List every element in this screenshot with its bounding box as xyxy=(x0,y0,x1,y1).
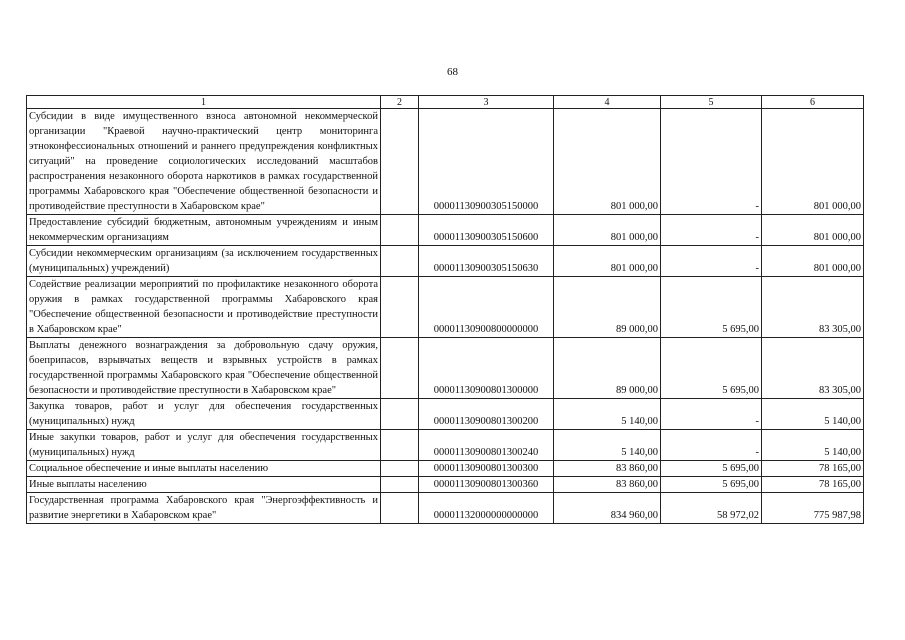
row-name: Иные выплаты населению xyxy=(27,477,381,493)
row-approved: 5 140,00 xyxy=(554,399,661,430)
row-remainder: 801 000,00 xyxy=(762,109,864,215)
row-name: Закупка товаров, работ и услуг для обеспечения государственных (муниципальных) нужд xyxy=(27,399,381,430)
table-row xyxy=(27,338,864,399)
row-executed: - xyxy=(661,215,762,246)
row-col2 xyxy=(381,430,419,461)
row-remainder: 78 165,00 xyxy=(762,477,864,493)
row-remainder: 5 140,00 xyxy=(762,430,864,461)
table-row xyxy=(27,477,864,493)
header-cell: 4 xyxy=(554,96,661,109)
table-row xyxy=(27,493,864,524)
row-approved: 801 000,00 xyxy=(554,246,661,277)
row-col2 xyxy=(381,461,419,477)
row-name: Государственная программа Хабаровского края "Энергоэффективность и развитие энергетики в Хабаровском крае" xyxy=(27,493,381,524)
row-code: 00001130900801300360 xyxy=(419,477,554,493)
table-header-row xyxy=(27,96,864,109)
row-code: 00001130900800000000 xyxy=(419,277,554,338)
header-cell: 2 xyxy=(381,96,419,109)
row-code: 00001130900801300240 xyxy=(419,430,554,461)
row-code: 00001130900305150600 xyxy=(419,215,554,246)
row-code: 00001132000000000000 xyxy=(419,493,554,524)
row-approved: 801 000,00 xyxy=(554,109,661,215)
row-code: 00001130900801300000 xyxy=(419,338,554,399)
row-name: Иные закупки товаров, работ и услуг для обеспечения государственных (муниципальных) нужд xyxy=(27,430,381,461)
row-name: Субсидии в виде имущественного взноса автономной некоммерческой организации "Краевой научно-практический центр мониторинга этноконфессиональных отношений и раннего предупреждения конфликтных ситуаций" на проведение социологических исследований масштабов распространения незаконного оборота наркотиков в рамках государственной программы Хабаровского края "Обеспечение общественной безопасности и противодействие преступности в Хабаровском крае" xyxy=(27,109,381,215)
row-executed: 5 695,00 xyxy=(661,477,762,493)
row-name: Социальное обеспечение и иные выплаты населению xyxy=(27,461,381,477)
row-executed: 5 695,00 xyxy=(661,461,762,477)
row-remainder: 5 140,00 xyxy=(762,399,864,430)
row-remainder: 78 165,00 xyxy=(762,461,864,477)
row-col2 xyxy=(381,338,419,399)
row-remainder: 775 987,98 xyxy=(762,493,864,524)
row-approved: 801 000,00 xyxy=(554,215,661,246)
row-name: Выплаты денежного вознаграждения за добровольную сдачу оружия, боеприпасов, взрывчатых веществ и взрывных устройств в рамках государственной программы Хабаровского края "Обеспечение общественной безопасности и противодействие преступности в Хабаровском крае" xyxy=(27,338,381,399)
row-name: Субсидии некоммерческим организациям (за исключением государственных (муниципальных) учреждений) xyxy=(27,246,381,277)
row-approved: 834 960,00 xyxy=(554,493,661,524)
budget-table xyxy=(26,95,864,524)
row-remainder: 83 305,00 xyxy=(762,277,864,338)
row-approved: 5 140,00 xyxy=(554,430,661,461)
row-executed: 5 695,00 xyxy=(661,277,762,338)
row-executed: - xyxy=(661,246,762,277)
row-executed: - xyxy=(661,399,762,430)
table-row xyxy=(27,109,864,215)
table-row xyxy=(27,399,864,430)
row-executed: 58 972,02 xyxy=(661,493,762,524)
table-row xyxy=(27,277,864,338)
header-cell: 6 xyxy=(762,96,864,109)
row-col2 xyxy=(381,215,419,246)
row-col2 xyxy=(381,399,419,430)
table-row xyxy=(27,461,864,477)
row-approved: 89 000,00 xyxy=(554,338,661,399)
table-row xyxy=(27,215,864,246)
header-cell: 5 xyxy=(661,96,762,109)
row-name: Предоставление субсидий бюджетным, автономным учреждениям и иным некоммерческим организациям xyxy=(27,215,381,246)
row-remainder: 83 305,00 xyxy=(762,338,864,399)
row-approved: 89 000,00 xyxy=(554,277,661,338)
row-col2 xyxy=(381,493,419,524)
row-remainder: 801 000,00 xyxy=(762,215,864,246)
row-col2 xyxy=(381,109,419,215)
row-col2 xyxy=(381,246,419,277)
table-row xyxy=(27,246,864,277)
page-number: 68 xyxy=(447,66,458,78)
header-cell: 3 xyxy=(419,96,554,109)
row-executed: 5 695,00 xyxy=(661,338,762,399)
row-name: Содействие реализации мероприятий по профилактике незаконного оборота оружия в рамках государственной программы Хабаровского края "Обеспечение общественной безопасности и противодействие преступности в Хабаровском крае" xyxy=(27,277,381,338)
row-col2 xyxy=(381,277,419,338)
row-executed: - xyxy=(661,109,762,215)
row-col2 xyxy=(381,477,419,493)
row-remainder: 801 000,00 xyxy=(762,246,864,277)
row-executed: - xyxy=(661,430,762,461)
row-code: 00001130900801300300 xyxy=(419,461,554,477)
row-approved: 83 860,00 xyxy=(554,461,661,477)
row-approved: 83 860,00 xyxy=(554,477,661,493)
table-row xyxy=(27,430,864,461)
row-code: 00001130900305150630 xyxy=(419,246,554,277)
row-code: 00001130900305150000 xyxy=(419,109,554,215)
row-code: 00001130900801300200 xyxy=(419,399,554,430)
header-cell: 1 xyxy=(27,96,381,109)
